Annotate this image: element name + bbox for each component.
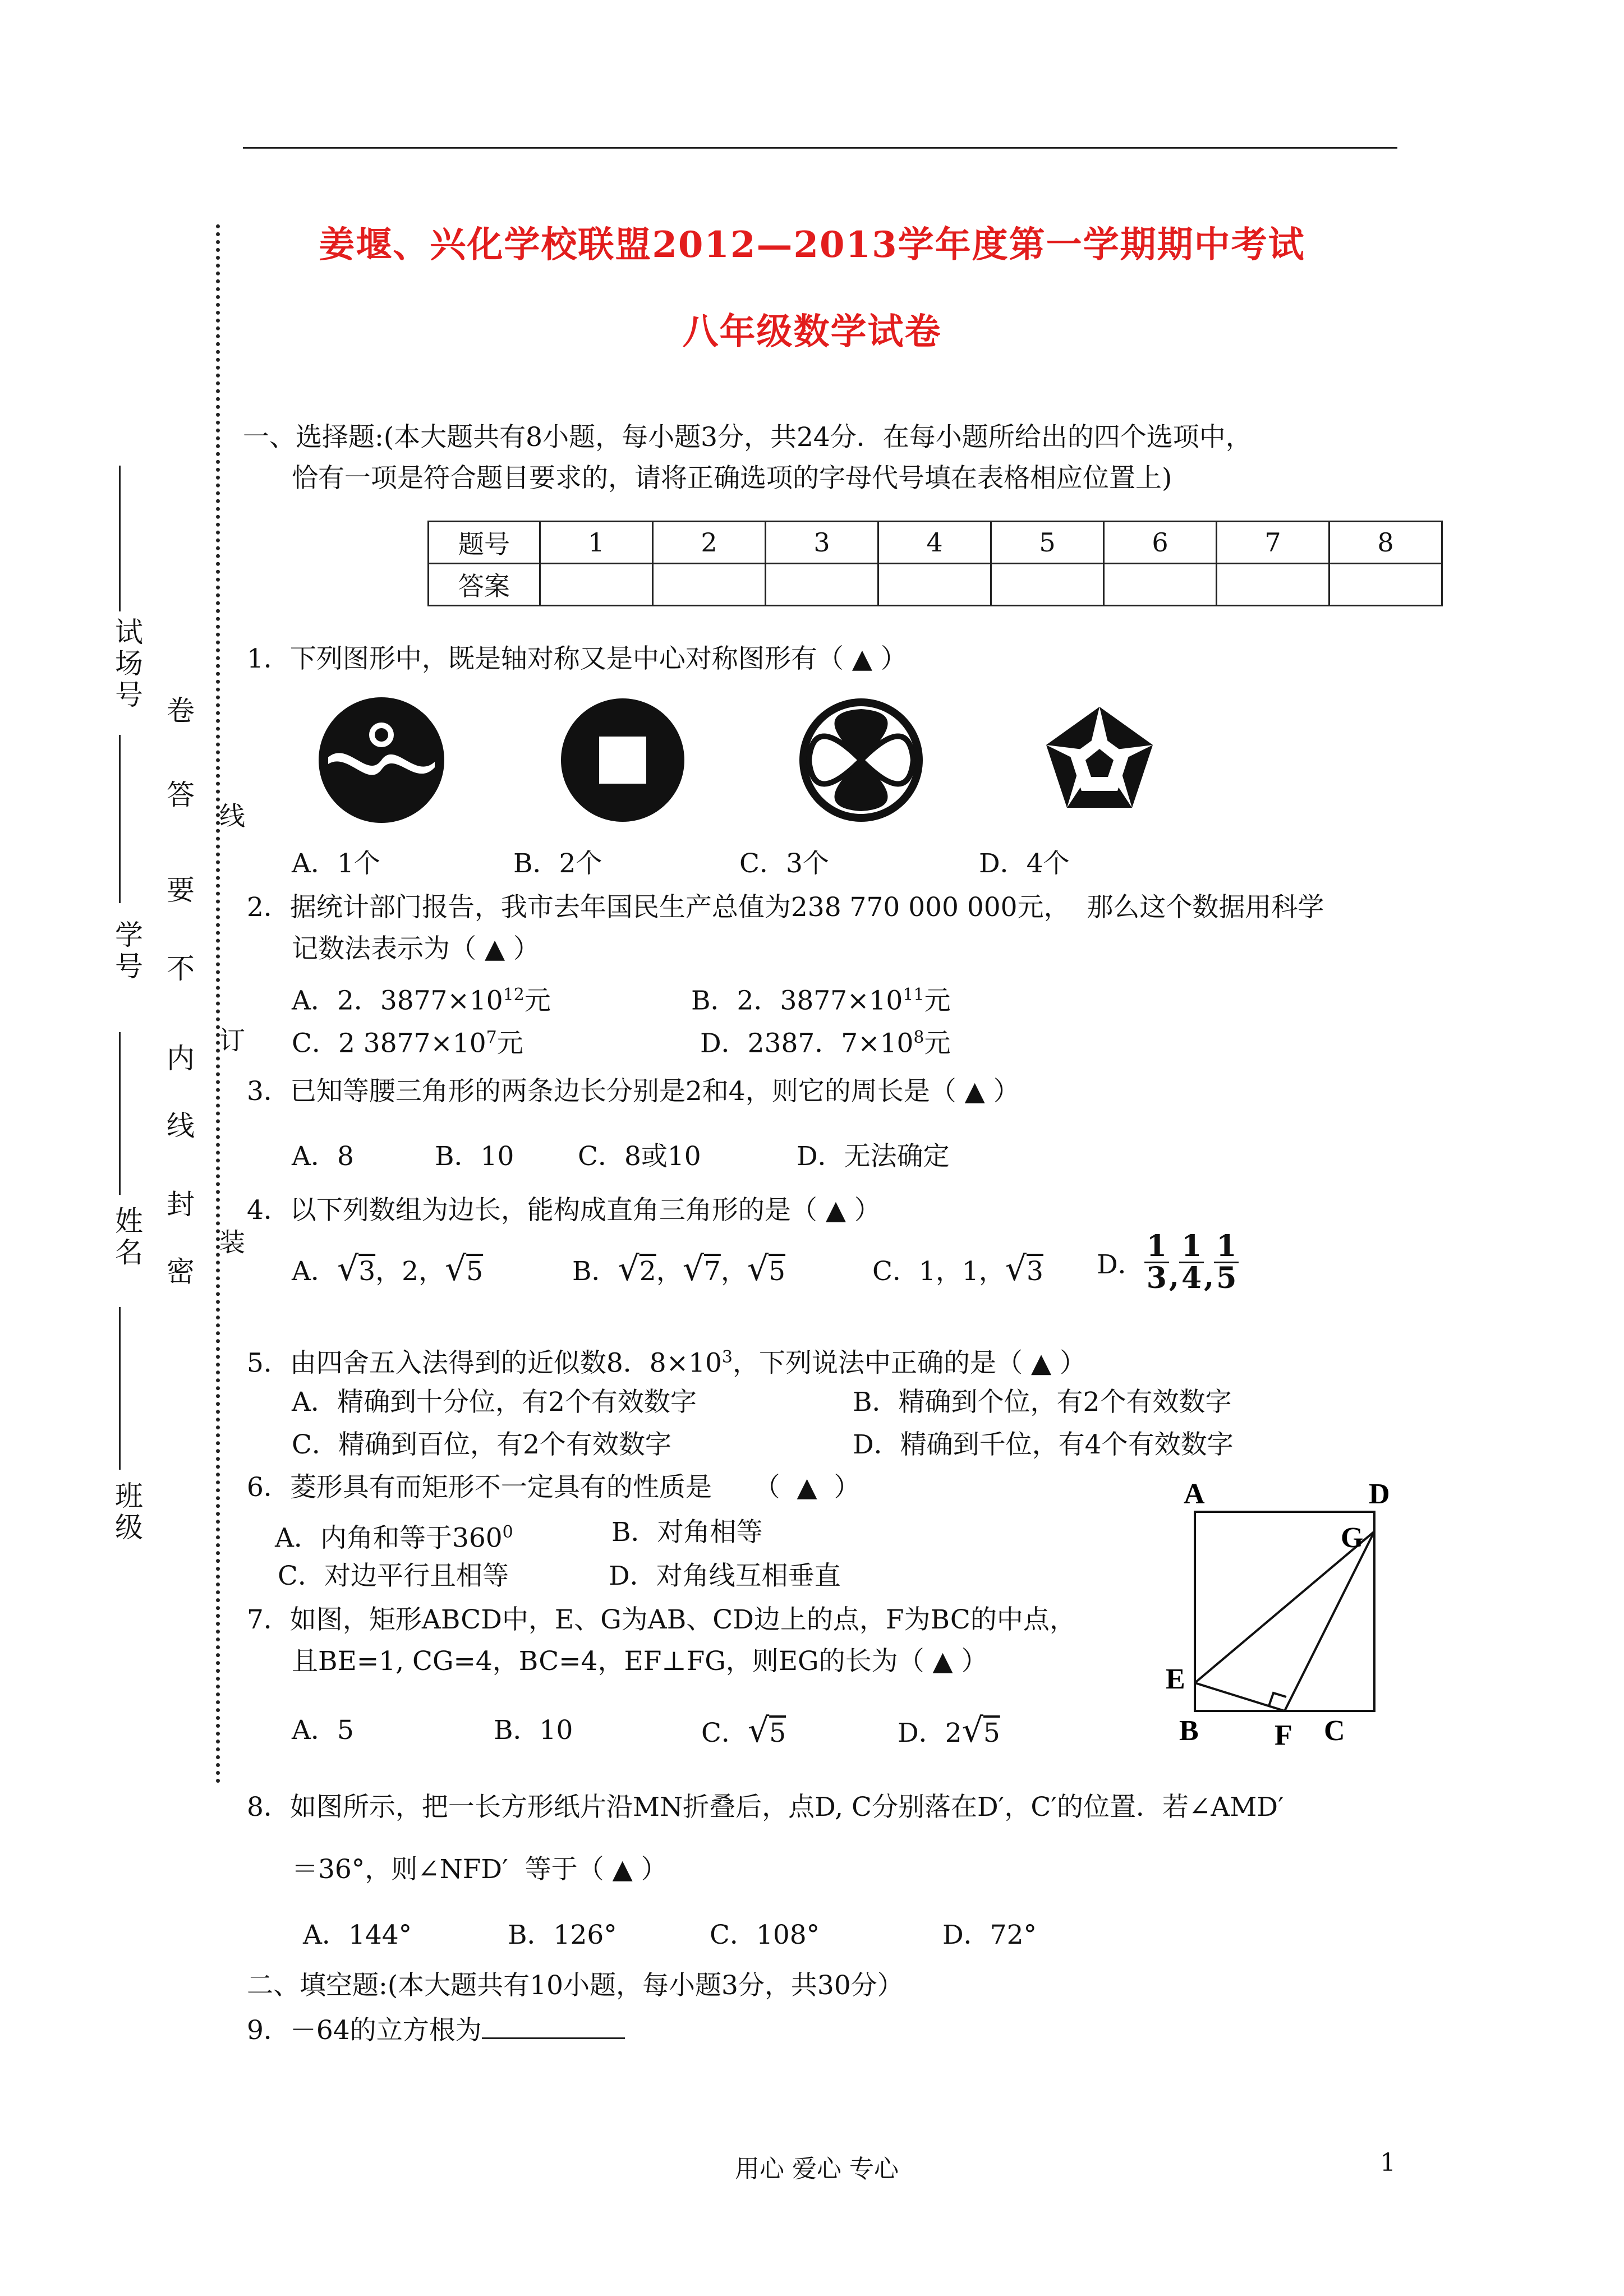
q1-figures [314, 696, 1268, 830]
q2-stem: 2．据统计部门报告，我市去年国民生产总值为238 770 000 000元， 那么这个数据用科学 [247, 892, 1324, 923]
q3-stem: 3．已知等腰三角形的两条边长分别是2和4，则它的周长是（ ▲ ） [247, 1076, 1020, 1107]
name-blank [119, 1032, 121, 1195]
q8-option-c: C．108° [710, 1920, 820, 1950]
exam-title: 姜堰、兴化学校联盟2012—2013学年度第一学期期中考试 [319, 224, 1305, 266]
q4-option-a: A．√3，2，√5 [292, 1249, 484, 1289]
answer-cell[interactable] [991, 564, 1104, 606]
class-blank [119, 1307, 121, 1470]
q8-stem-cont: ＝36°，则∠NFD′ 等于（ ▲ ） [292, 1854, 668, 1885]
answer-cell[interactable] [1217, 564, 1329, 606]
figure-coin [561, 698, 684, 822]
q2-option-a: A．2．$3877\times 10^{12}$元 [292, 985, 551, 1016]
exam-room-blank [119, 466, 121, 611]
warning-char: 要 [162, 875, 195, 907]
q8-stem: 8．如图所示，把一长方形纸片沿MN折叠后，点D, C分别落在D′，C′的位置．若∠AMD′ [247, 1792, 1284, 1823]
q4-option-d: D． $\frac{1}{3}$ , $\frac{1}{4}$ , $\frac{1}{5}$ [1097, 1231, 1239, 1294]
name-label: 姓名 [111, 1206, 143, 1269]
q2-stem-cont: 记数法表示为（ ▲ ） [292, 933, 540, 964]
table-cell: 答案 [429, 564, 540, 606]
figure-pentagon-flower [1046, 707, 1153, 808]
point-label-b: B [1179, 1715, 1199, 1747]
header-rule [243, 147, 1397, 149]
binding-char: 线 [215, 802, 246, 831]
point-label-g: G [1341, 1522, 1364, 1554]
q4-option-c: C．1，1，√3 [872, 1249, 1043, 1289]
point-label-a: A [1184, 1481, 1205, 1510]
q1-option-b: B．2个 [513, 848, 602, 879]
q6-option-d: D．对角线互相垂直 [609, 1561, 841, 1591]
table-cell: 2 [653, 522, 766, 564]
warning-char: 卷 [162, 696, 195, 727]
q7-option-c: C．√5 [701, 1711, 786, 1750]
section1-header-cont: 恰有一项是符合题目要求的，请将正确选项的字母代号填在表格相应位置上) [292, 463, 1172, 494]
q2-option-c: C．2 $3877\times 10^7$元 [292, 1028, 523, 1059]
q1-stem: 1．下列图形中，既是轴对称又是中心对称图形有（ ▲ ） [247, 643, 907, 674]
table-cell: 7 [1217, 522, 1329, 564]
q6-stem: 6．菱形具有而矩形不一定具有的性质是 （ ▲ ） [247, 1472, 861, 1503]
footer-motto: 用心 爱心 专心 [735, 2155, 899, 2183]
q5-option-c: C．精确到百位，有2个有效数字 [292, 1429, 671, 1460]
answer-cell[interactable] [540, 564, 653, 606]
q1-option-d: D．4个 [979, 848, 1070, 879]
q8-option-b: B．126° [508, 1920, 617, 1950]
q4-option-b: B．√2，√7，√5 [572, 1249, 785, 1289]
table-cell: 4 [878, 522, 991, 564]
q5-option-b: B．精确到个位，有2个有效数字 [853, 1387, 1232, 1418]
q5-option-d: D．精确到千位，有4个有效数字 [853, 1429, 1234, 1460]
q3-option-d: D．无法确定 [797, 1141, 950, 1172]
answer-cell[interactable] [1329, 564, 1442, 606]
answer-cell[interactable] [878, 564, 991, 606]
q7-option-b: B．10 [494, 1715, 573, 1746]
table-cell: 6 [1104, 522, 1217, 564]
warning-char: 封 [162, 1189, 195, 1221]
point-label-f: F [1275, 1719, 1292, 1751]
table-row [429, 522, 1442, 564]
binding-dotted-line [216, 224, 220, 1784]
warning-char: 内 [162, 1043, 195, 1075]
warning-char: 不 [162, 954, 195, 985]
q1-option-c: C．3个 [739, 848, 829, 879]
q5-option-a: A．精确到十分位，有2个有效数字 [292, 1387, 697, 1418]
warning-char: 答 [162, 780, 195, 811]
point-label-c: C [1324, 1715, 1345, 1747]
q3-option-b: B．10 [435, 1141, 514, 1172]
q9-stem: 9．－64的立方根为 [247, 2014, 625, 2047]
table-cell: 1 [540, 522, 653, 564]
fraction: $\frac{1}{3}$ [1144, 1231, 1169, 1294]
q7-rectangle-figure [1156, 1481, 1391, 1756]
point-label-d: D [1369, 1481, 1390, 1510]
answer-table [427, 521, 1443, 606]
fraction: $\frac{1}{4}$ [1179, 1231, 1204, 1294]
q2-option-b: B．2．$3877\times 10^{11}$元 [691, 985, 951, 1016]
q9-answer-blank[interactable] [482, 2015, 625, 2039]
q7-stem: 7．如图，矩形ABCD中，E、G为AB、CD边上的点，F为BC的中点， [247, 1604, 1076, 1635]
exam-room-label: 试场号 [111, 617, 143, 711]
q3-option-c: C．8或10 [578, 1141, 701, 1172]
answer-cell[interactable] [1104, 564, 1217, 606]
exam-subtitle: 八年级数学试卷 [682, 311, 942, 353]
binding-char: 装 [215, 1228, 246, 1258]
fraction: $\frac{1}{5}$ [1214, 1231, 1239, 1294]
point-label-e: E [1166, 1663, 1185, 1695]
page-number: 1 [1380, 2148, 1396, 2177]
q1-option-a: A．1个 [292, 848, 380, 879]
table-row [429, 564, 1442, 606]
q4-stem: 4．以下列数组为边长，能构成直角三角形的是（ ▲ ） [247, 1195, 881, 1226]
q5-stem: 5．由四舍五入法得到的近似数8．$8\times 10^3$，下列说法中正确的是（ ▲ ） [247, 1347, 1087, 1379]
q8-option-d: D．72° [942, 1920, 1037, 1950]
q2-option-d: D．2387．$7\times 10^8$元 [700, 1028, 951, 1059]
q3-option-a: A．8 [292, 1141, 354, 1172]
figure-wave-circle [319, 697, 444, 823]
q7-option-d: D．2√5 [898, 1711, 1000, 1750]
table-cell: 5 [991, 522, 1104, 564]
warning-char: 密 [162, 1257, 195, 1288]
figure-petal-circle [799, 698, 923, 822]
warning-char: 线 [162, 1111, 195, 1142]
binding-char: 订 [215, 1027, 246, 1056]
table-cell: 8 [1329, 522, 1442, 564]
q6-option-b: B．对角相等 [611, 1517, 763, 1548]
q6-option-c: C．对边平行且相等 [278, 1561, 509, 1591]
table-cell: 3 [766, 522, 878, 564]
class-label: 班级 [111, 1481, 143, 1544]
table-cell: 题号 [429, 522, 540, 564]
answer-cell[interactable] [766, 564, 878, 606]
student-no-label: 学号 [111, 920, 143, 983]
q8-option-a: A．144° [303, 1920, 412, 1950]
answer-cell[interactable] [653, 564, 766, 606]
q7-option-a: A．5 [292, 1715, 354, 1746]
q7-stem-cont: 且BE=1, CG=4，BC=4，EF⊥FG，则EG的长为（ ▲ ） [292, 1646, 988, 1677]
section1-header: 一、选择题:(本大题共有8小题，每小题3分，共24分．在每小题所给出的四个选项中， [243, 422, 1252, 453]
q6-option-a: A．内角和等于$360^0$ [275, 1522, 513, 1554]
student-no-blank [119, 735, 121, 903]
section2-header: 二、填空题:(本大题共有10小题，每小题3分，共30分） [247, 1970, 904, 2001]
